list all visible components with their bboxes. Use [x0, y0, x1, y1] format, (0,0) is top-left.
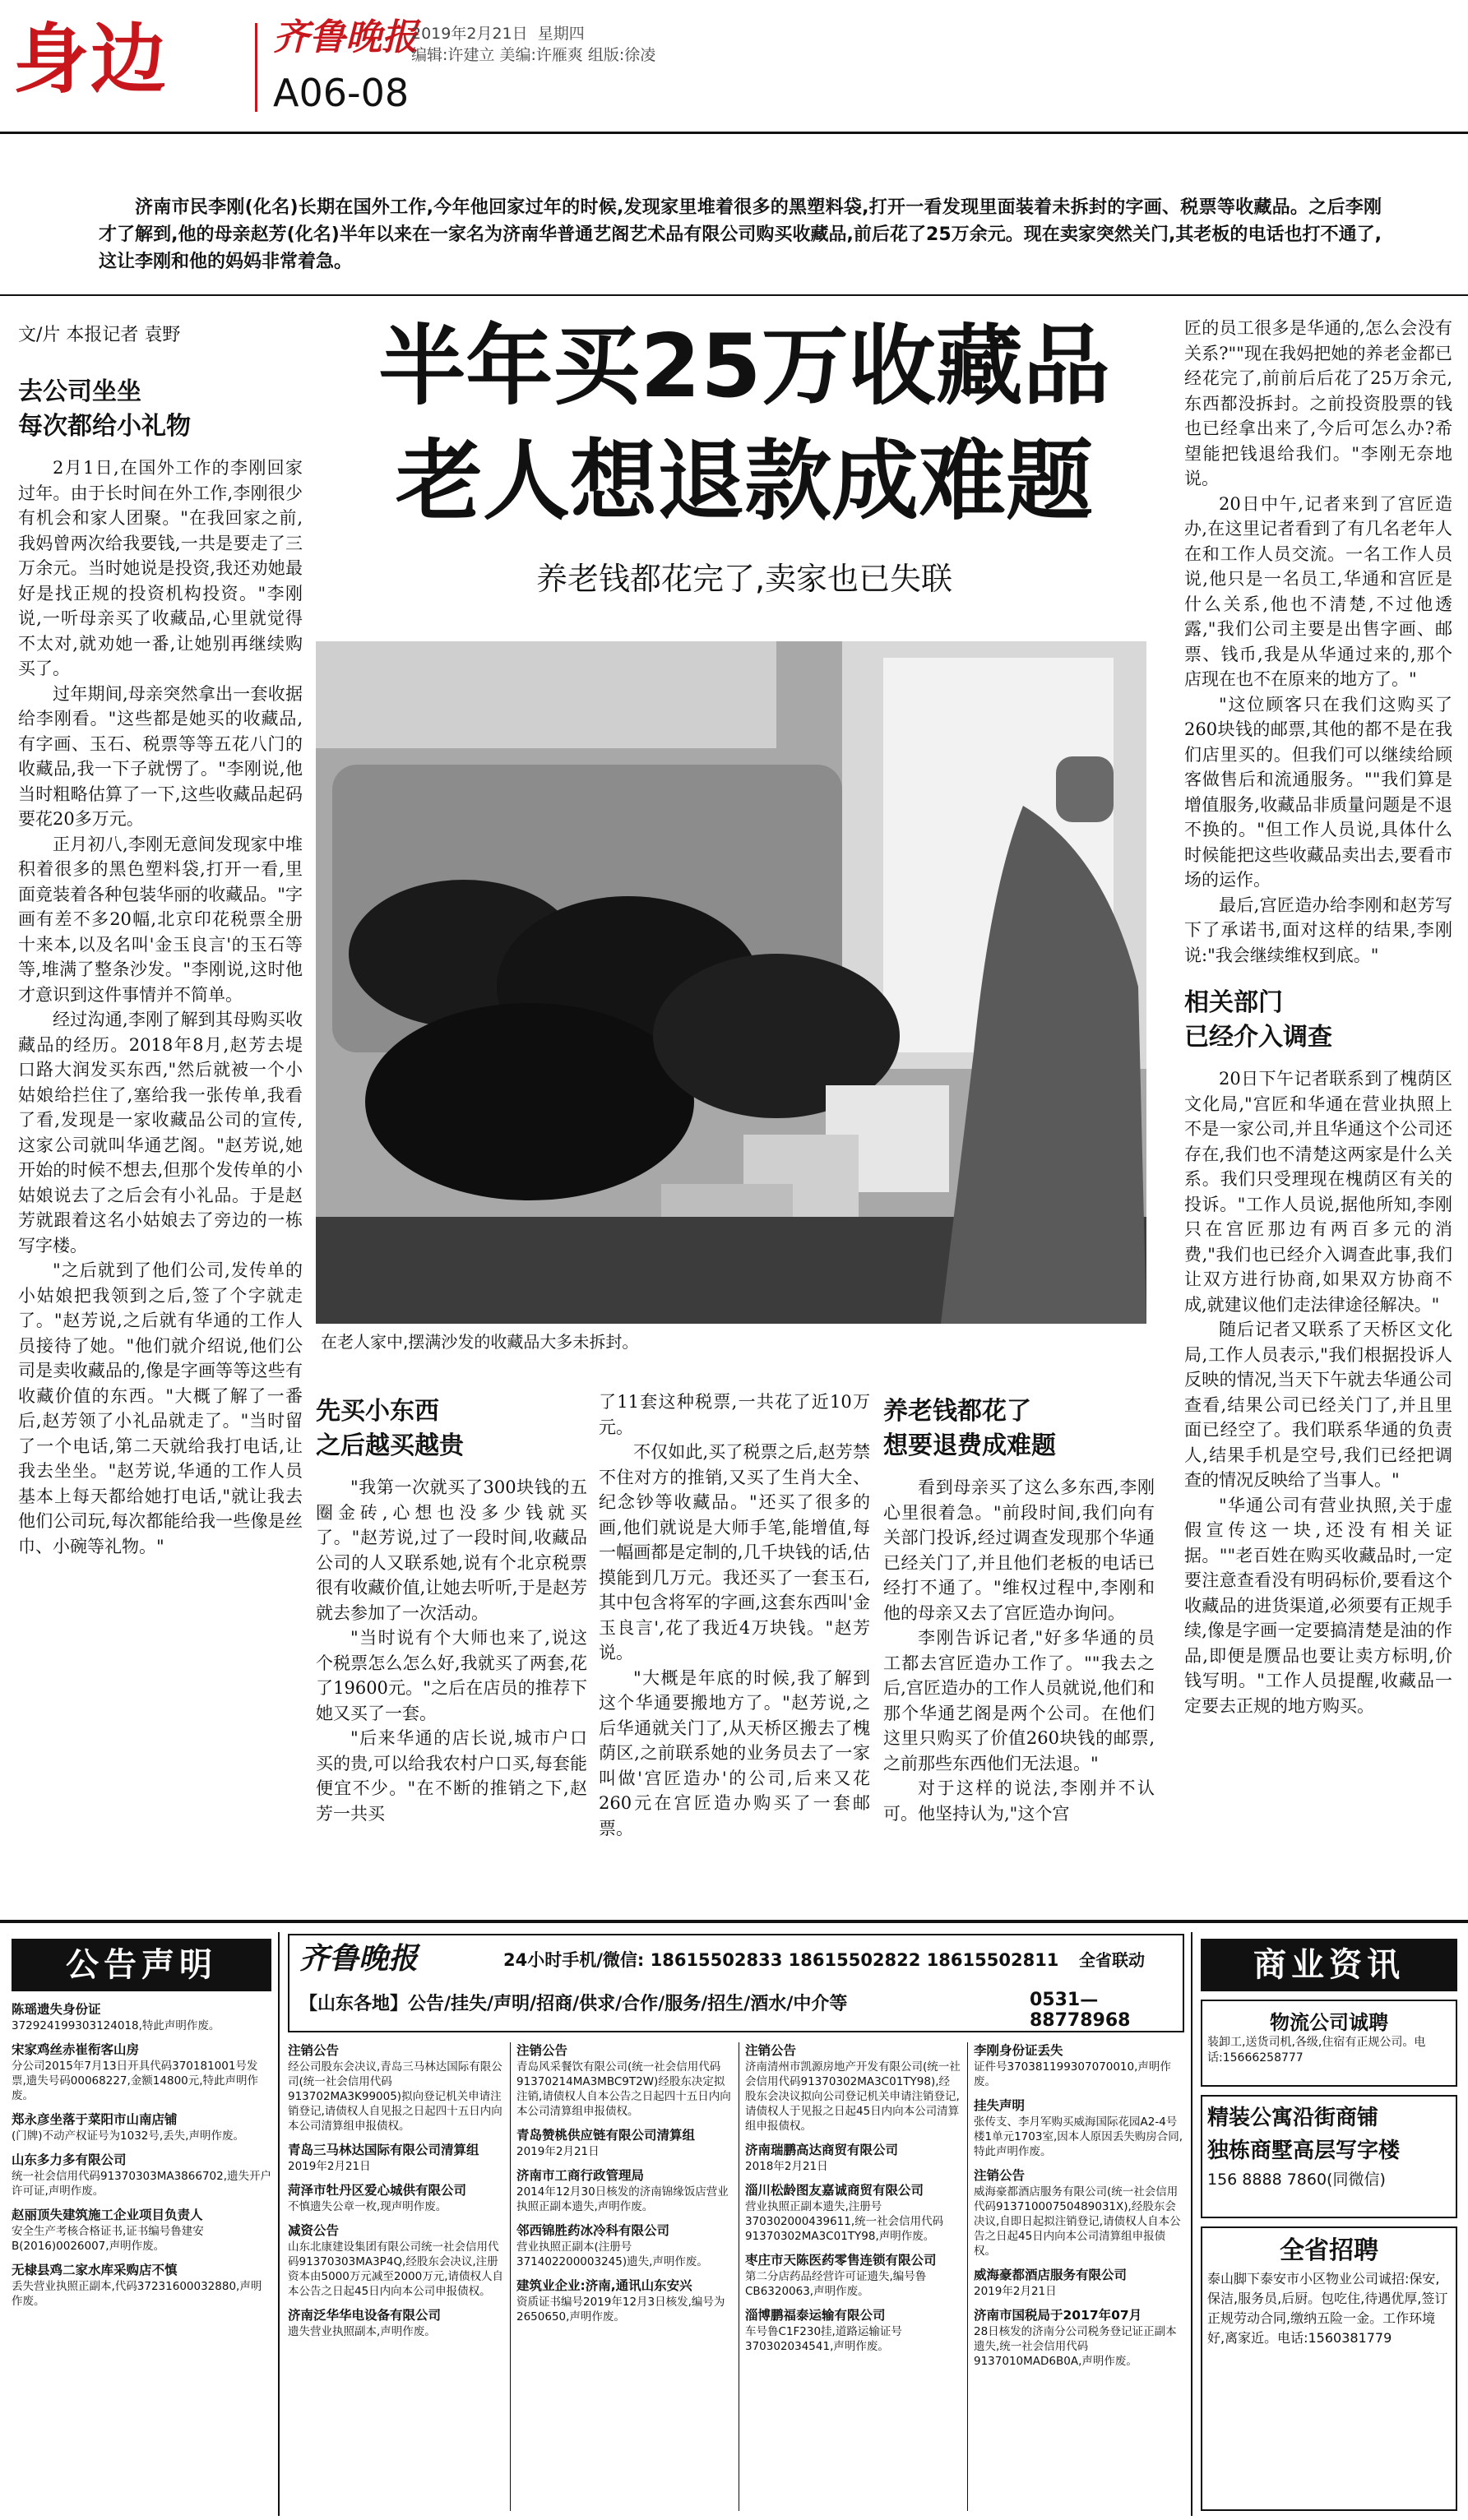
paragraph: "当时说有个大师也来了,说这个税票怎么怎么好,我就买了两套,花了19600元。"之后在店员的推荐下她又买了一套。	[316, 1628, 587, 1723]
ad-body: 2018年2月21日	[745, 2160, 828, 2173]
classified-ad	[12, 2041, 271, 2103]
classified-ad	[745, 2307, 961, 2354]
news-photo	[316, 641, 1146, 1324]
paragraph: 20日中午,记者来到了宫匠造办,在这里记者看到了有几名老年人在和工作人员交流。一名工作人员说,他只是一名员工,华通和宫匠是什么关系,他也不清楚,不过他透露,"我们公司主要是出售字画、邮票、钱币,我是从华通过来的,那个店现在也不在原来的地方了。"	[1184, 493, 1452, 689]
ad-body: 营业执照正副本(注册号371402200003245)遗失,声明作废。	[516, 2240, 708, 2268]
paragraph: 20日下午记者联系到了槐荫区文化局,"宫匠和华通在营业执照上不是一家公司,并且华通这个公司还存在,我们也不清楚这两家是什么关系。我们只受理现在槐荫区有关的投诉。"工作人员说,据他所知,李刚只在宫匠那边有两百多元的消费,"我们也已经介入调查此事,我们让双方进行协商,如果双方协商不成,就建议他们走法律途径解决。"	[1184, 1069, 1452, 1315]
classifieds-center-col-4	[974, 2042, 1184, 2511]
ad-title: 济南瑞鹏高达商贸有限公司	[745, 2143, 899, 2157]
logistics-title: 物流公司诚聘	[1270, 2011, 1388, 2034]
heading-line: 相关部门	[1184, 988, 1283, 1017]
paragraph: "这位顾客只在我们这购买了260块钱的邮票,其他的都不是在我们店里买的。但我们可以继续给顾客做售后和流通服务。""我们算是增值服务,收藏品非质量问题是不退不换的。"但工作人员说,具体什么时候能把这些收藏品卖出去,要看市场的运作。	[1184, 694, 1452, 890]
section-heading-authorities	[1184, 986, 1452, 1055]
rental-line-1: 精装公寓沿街商铺	[1207, 2106, 1379, 2130]
ad-body: 2019年2月21日	[288, 2160, 371, 2173]
ad-title: 山东多力多有限公司	[12, 2152, 127, 2167]
ad-body: 济南清州市凯源房地产开发有限公司(统一社会信用代码91370302MA3C01TY98),经股东会决议拟向公司登记机关申请注销登记,请债权人于见报之日起45日内向本公司清算组申报债权。	[745, 2060, 961, 2133]
paragraph: "华通公司有营业执照,关于虚假宣传这一块,还没有相关证据。""老百姓在购买收藏品时,一定要注意查看没有明码标价,要看这个收藏品的进货渠道,必须要有正规手续,像是字画一定要搞清楚是油的作品,即便是赝品也要让卖方标明,价钱写明。"工作人员提醒,收藏品一定要去正规的地方购买。	[1184, 1495, 1452, 1716]
ad-body: 不慎遗失公章一枚,现声明作废。	[288, 2200, 447, 2213]
ad-body: (门牌)不动产权证号为1032号,丢失,声明作废。	[12, 2129, 244, 2143]
recruit-ad	[1201, 2226, 1457, 2511]
banner-paper-logo: 齐鲁晚报	[299, 1941, 419, 1976]
ad-title: 枣庄市天陈医药零售连锁有限公司	[745, 2253, 937, 2268]
ad-title: 宋家鸡丝赤崔衔客山房	[12, 2042, 140, 2057]
classified-ad	[288, 2222, 503, 2299]
classifieds-center-col-2	[516, 2042, 732, 2511]
date: 2019年2月21日	[411, 25, 528, 43]
hotline-phones: 18615502833 18615502822 18615502811	[650, 1950, 1059, 1970]
classifieds-banner	[288, 1934, 1184, 2032]
article-column-3	[599, 1389, 870, 1891]
heading-line: 先买小东西	[316, 1397, 439, 1426]
ad-title: 注销公告	[974, 2168, 1026, 2183]
ad-body: 2019年2月21日	[516, 2145, 600, 2158]
ad-title: 邻西锦胜药冰冷科有限公司	[516, 2223, 670, 2238]
classified-ad	[516, 2127, 732, 2159]
ad-body: 经公司股东会决议,青岛三马林达国际有限公司(统一社会信用代码913702MA3K99005)拟向登记机关申请注销登记,请债权人自见报之日起四十五日内向本公司清算组申报债权。	[288, 2060, 502, 2133]
logistics-ad	[1201, 2000, 1457, 2087]
business-header: 商业资讯	[1201, 1939, 1457, 1991]
masthead-divider	[255, 23, 257, 112]
heading-line: 去公司坐坐	[18, 377, 141, 406]
classified-ad	[974, 2042, 1184, 2089]
article-column-2	[316, 1389, 587, 1891]
classified-ad	[745, 2042, 961, 2134]
ad-body: 营业执照正副本遗失,注册号370302000439611,统一社会信用代码91370302MA3C01TY98,声明作废。	[745, 2200, 944, 2243]
banner-tel: 0531—88778968	[1030, 1990, 1131, 2031]
rental-line-2: 独栋商墅高层写字楼	[1207, 2139, 1401, 2163]
ad-body: 张传支、李月军购买威海国际花园A2-4号楼1单元1703室,因本人原因丢失购房合同,特此声明作废。	[974, 2115, 1183, 2158]
heading-line: 每次都给小礼物	[18, 412, 191, 441]
ad-body: 青岛风采餐饮有限公司(统一社会信用代码91370214MA3MBC9T2W)经股东决定拟注销,请债权人自本公告之日起四十五日内向本公司清算组申报债权。	[516, 2060, 731, 2118]
paragraph: 2月1日,在国外工作的李刚回家过年。由于长时间在外工作,李刚很少有机会和家人团聚。"在我回家之前,我妈曾两次给我要钱,一共是要走了三万余元。当时她说是投资,我还劝她最好是找正规的投资机构投资。"李刚说,一听母亲买了收藏品,心里就觉得不太对,就劝她一番,让她别再继续购买了。	[18, 458, 303, 678]
paper-logo: 齐鲁晚报	[273, 16, 418, 58]
issue-date	[411, 21, 585, 44]
ad-title: 菏泽市牡丹区爱心城供有限公司	[288, 2183, 467, 2198]
paragraph: 经过沟通,李刚了解到其母购买收藏品的经历。2018年8月,赵芳去堤口路大润发买东西,"然后就被一个小姑娘给拦住了,塞给我一张传单,我看了看,发现是一家收藏品公司的宣传,这家公司就叫华通艺阁。"赵芳说,她开始的时候不想去,但那个发传单的小姑娘说去了之后会有小礼品。于是赵芳就跟着这名小姑娘去了旁边的一栋写字楼。	[18, 1010, 303, 1255]
ad-title: 赵丽顶失建筑施工企业项目负责人	[12, 2208, 203, 2222]
ad-title: 注销公告	[516, 2043, 568, 2058]
paragraph: "之后就到了他们公司,发传单的小姑娘把我领到之后,签了个字就走了。"赵芳说,之后就有华通的工作人员接待了她。"他们就介绍说,他们公司是卖收藏品的,像是字画等等这些有收藏价值的东西。"大概了解了一番后,赵芳领了小礼品就走了。"当时留了一个电话,第二天就给我打电话,让我去坐坐。"赵芳说,华通的工作人员基本上每天都给她打电话,"就让我去他们公司玩,每次都能给我一些像是丝巾、小碗等礼物。"	[18, 1260, 303, 1556]
ad-body: 统一社会信用代码91370303MA3866702,遗失开户许可证,声明作废。	[12, 2170, 271, 2198]
section-heading-refund	[883, 1394, 1155, 1463]
headline-line-2: 老人想退款成难题	[396, 431, 1093, 532]
article-column-4	[883, 1389, 1155, 1891]
classified-ad	[288, 2142, 503, 2174]
classified-ad	[745, 2252, 961, 2299]
ad-title: 济南市国税局于2017年07月	[974, 2308, 1142, 2323]
classified-ad	[974, 2307, 1184, 2369]
banner-categories: 【山东各地】公告/挂失/声明/招商/供求/合作/服务/招生/酒水/中介等	[299, 1994, 848, 2014]
ad-title: 淄博鹏福泰运输有限公司	[745, 2308, 886, 2323]
ad-title: 郑永彦坐落于菜阳市山南店铺	[12, 2112, 178, 2127]
paragraph: 匠的员工很多是华通的,怎么会没有关系?""现在我妈把她的养老金都已经花完了,前前后后花了25万余元,东西都没拆封。之前投资股票的钱也已经拿出来了,今后可怎么办?希望能把钱退给我们。"李刚无奈地说。	[1184, 318, 1452, 488]
weekday: 星期四	[537, 25, 585, 43]
paragraph: 对于这样的说法,李刚并不认可。他坚持认为,"这个宫	[883, 1778, 1155, 1824]
hotline-label: 24小时手机/微信:	[503, 1950, 645, 1970]
ad-title: 济南泛华华电设备有限公司	[288, 2308, 442, 2323]
ad-title: 注销公告	[288, 2043, 340, 2058]
headline-line-1: 半年买25万收藏品	[378, 316, 1110, 417]
classified-ad	[745, 2182, 961, 2244]
classifieds-center-col-1	[288, 2042, 503, 2511]
banner-network: 全省联动	[1079, 1950, 1145, 1970]
classified-ad	[288, 2182, 503, 2214]
ad-body: 资质证书编号2019年12月3日核发,编号为2650650,声明作废。	[516, 2296, 725, 2323]
recruit-body: 泰山脚下泰安市小区物业公司诚招:保安,保洁,服务员,后厨。包吃住,待遇优厚,签订正规劳动合同,缴纳五险一金。工作环境好,离家近。电话:1560381779	[1207, 2271, 1448, 2346]
classified-ad	[288, 2042, 503, 2134]
paragraph: 正月初八,李刚无意间发现家中堆积着很多的黑色塑料袋,打开一看,里面竟装着各种包装华丽的收藏品。"字画有差不多20幅,北京印花税票全册十来本,以及名叫'金玉良言'的玉石等等,堆满了整条沙发。"李刚说,这时他才意识到这件事情并不简单。	[18, 834, 303, 1005]
section-title: 身边	[13, 16, 169, 104]
paragraph: 过年期间,母亲突然拿出一套收据给李刚看。"这些都是她买的收藏品,有字画、玉石、税票等等五花八门的收藏品,我一下子就愣了。"李刚说,他当时粗略估算了一下,这些收藏品起码要花20多万元。	[18, 683, 303, 829]
classifieds-center-col-3	[745, 2042, 961, 2511]
heading-line: 之后越买越贵	[316, 1431, 464, 1460]
classified-ad	[12, 2207, 271, 2254]
ad-title: 青岛赞桃供应链有限公司清算组	[516, 2128, 696, 2143]
classified-divider	[1191, 1932, 1192, 2516]
paragraph: 看到母亲买了这么多东西,李刚心里很着急。"前段时间,我们向有关部门投诉,经过调查发现那个华通已经关门了,并且他们老板的电话已经打不通了。"维权过程中,李刚和他的母亲又去了宫匠造办询问。	[883, 1477, 1155, 1623]
ad-body: 28日核发的济南分公司税务登记证正副本遗失,统一社会信用代码9137010MAD6B0A,声明作废。	[974, 2325, 1177, 2368]
photo-caption: 在老人家中,摆满沙发的收藏品大多未拆封。	[321, 1332, 639, 1352]
classified-ad	[516, 2277, 732, 2324]
classified-ad	[12, 2262, 271, 2309]
paragraph: "后来华通的店长说,城市户口买的贵,可以给我农村户口买,每套能便宜不少。"在不断的推销之下,赵芳一共买	[316, 1728, 587, 1824]
section-heading-escalation	[316, 1394, 587, 1463]
section-heading-visit	[18, 375, 303, 444]
ad-body: 2014年12月30日核发的济南锦缘饭店营业执照正副本遗失,声明作废。	[516, 2185, 729, 2213]
ad-title: 济南市工商行政管理局	[516, 2168, 645, 2183]
ad-body: 2019年2月21日	[974, 2285, 1057, 2298]
ad-body: 安全生产考核合格证书,证书编号鲁建安B(2016)0026007,声明作废。	[12, 2225, 204, 2253]
ad-title: 李刚身份证丢失	[974, 2043, 1063, 2058]
heading-line: 已经介入调查	[1184, 1023, 1332, 1052]
paragraph: "大概是年底的时候,我了解到这个华通要搬地方了。"赵芳说,之后华通就关门了,从天桥区搬去了槐荫区,之前联系她的业务员去了一家叫做'宫匠造办'的公司,后来又花260元在宫匠造办购买了一套邮票。	[599, 1667, 870, 1838]
recruit-title: 全省招聘	[1280, 2236, 1378, 2265]
ad-title: 淄川松龄图友嘉诚商贸有限公司	[745, 2183, 924, 2198]
ad-title: 注销公告	[745, 2043, 797, 2058]
headline-subtitle: 养老钱都花完了,卖家也已失联	[535, 561, 953, 597]
classified-ad	[974, 2097, 1184, 2159]
photo-illustration	[316, 641, 1146, 1324]
classified-ad	[974, 2267, 1184, 2299]
article-column-5	[1184, 316, 1452, 1891]
classified-divider	[510, 2042, 511, 2511]
ad-body: 分公司2015年7月13日开具代码370181001号发票,遗失号码00068227,金额14800元,特此声明作废。	[12, 2060, 259, 2102]
classified-ad	[974, 2167, 1184, 2259]
paragraph: 最后,宫匠造办给李刚和赵芳写下了承诺书,面对这样的结果,李刚说:"我会继续维权到底。"	[1184, 895, 1452, 965]
classified-ad	[516, 2042, 732, 2119]
classified-divider	[278, 1932, 280, 2516]
ad-body: 遗失营业执照副本,声明作废。	[288, 2325, 436, 2338]
classified-ad	[516, 2167, 732, 2214]
paragraph: 李刚告诉记者,"好多华通的员工都去宫匠造办工作了。""我去之后,宫匠造办的工作人员就说,他们和那个华通艺阁是两个公司。在他们这里只购买了价值260块钱的邮票,之前那些东西他们无法退。"	[883, 1628, 1155, 1773]
ad-body: 车号鲁C1F230挂,道路运输证号370302034541,声明作废。	[745, 2325, 902, 2353]
heading-line: 养老钱都花了	[883, 1397, 1031, 1426]
classified-ad	[288, 2307, 503, 2339]
byline: 文/片 本报记者 袁野	[18, 325, 181, 345]
paragraph: 不仅如此,买了税票之后,赵芳禁不住对方的推销,又买了生肖大全、纪念钞等收藏品。"还买了很多的画,他们就说是大师手笔,能增值,每一幅画都是定制的,几千块钱的话,估摸能到几万元。我还买了一套玉石,其中包含将军的字画,这套东西叫'金玉良言',花了我近4万块钱。"赵芳说。	[599, 1442, 870, 1662]
classified-ad	[12, 2001, 271, 2033]
lead-paragraph: 济南市民李刚(化名)长期在国外工作,今年他回家过年的时候,发现家里堆着很多的黑塑料袋,打开一看发现里面装着未拆封的字画、税票等收藏品。之后李刚才了解到,他的母亲赵芳(化名)半年以来在一家名为济南华普通艺阁艺术品有限公司购买收藏品,前后花了25万余元。现在卖家突然关门,其老板的电话也打不通了,这让李刚和他的妈妈非常着急。	[99, 197, 1382, 272]
ad-body: 372924199303124018,特此声明作废。	[12, 2019, 220, 2032]
ad-title: 无棣县鸡二家水库采购店不慎	[12, 2263, 178, 2277]
classified-ad	[12, 2111, 271, 2143]
article-column-1	[18, 370, 303, 1883]
ad-body: 威海豪都酒店服务有限公司(统一社会信用代码91371000750489031X),经股东会决议,自即日起拟注销登记,请债权人自本公告之日起45日内向本公司清算组申报债权。	[974, 2185, 1181, 2258]
banner-hotline	[503, 1947, 1058, 1972]
ad-body: 第二分店药品经营许可证遗失,编号鲁CB6320063,声明作废。	[745, 2270, 927, 2298]
ad-title: 陈瑶遗失身份证	[12, 2002, 101, 2017]
lead-rule	[0, 294, 1468, 296]
classifieds-top-rule	[0, 1920, 1468, 1923]
ad-title: 青岛三马林达国际有限公司清算组	[288, 2143, 479, 2157]
paragraph: 随后记者又联系了天桥区文化局,工作人员表示,"我们根据投诉人反映的情况,当天下午就去华通公司查看,结果公司已经关门了,并且里面已经空了。我们联系华通的负责人,结果手机是空号,我们已经把调查的情况反映给了当事人。"	[1184, 1320, 1452, 1490]
header-rule	[0, 132, 1468, 134]
ad-body: 丢失营业执照正副本,代码37231600032880,声明作废。	[12, 2280, 262, 2308]
announcements-header: 公告声明	[12, 1939, 271, 1991]
rental-ad	[1201, 2095, 1457, 2218]
classified-divider	[967, 2042, 968, 2511]
page-credits: 编辑:许建立 美编:许雁爽 组版:徐凌	[411, 46, 656, 64]
paragraph: 了11套这种税票,一共花了近10万元。	[599, 1392, 870, 1437]
ad-body: 山东北康建设集团有限公司统一社会信用代码91370303MA3P4Q,经股东会决议,注册资本由5000万元减至2000万元,请债权人自本公告之日起45日内向本公司申报债权。	[288, 2240, 503, 2298]
classified-ad	[516, 2222, 732, 2269]
ad-body: 证件号370381199307070010,声明作废。	[974, 2060, 1171, 2088]
ad-title: 挂失声明	[974, 2098, 1026, 2113]
ad-title: 威海豪都酒店服务有限公司	[974, 2268, 1128, 2282]
ad-title: 减资公告	[288, 2223, 340, 2238]
classified-ad	[745, 2142, 961, 2174]
page-number: A06-08	[273, 71, 410, 115]
announcements-left-list	[12, 2001, 271, 2511]
ad-title: 建筑业企业:济南,通讯山东安兴	[516, 2278, 692, 2293]
heading-line: 想要退费成难题	[883, 1431, 1056, 1460]
rental-tel: 156 8888 7860(同微信)	[1207, 2171, 1386, 2189]
logistics-body: 装卸工,送货司机,各级,住宿有正规公司。电话:15666258777	[1207, 2036, 1426, 2065]
paragraph: "我第一次就买了300块钱的五圈金砖,心想也没多少钱就买了。"赵芳说,过了一段时间,收藏品公司的人又联系她,说有个北京税票很有收藏价值,让她去听听,于是赵芳就去参加了一次活动。	[316, 1477, 587, 1623]
classified-ad	[12, 2152, 271, 2199]
